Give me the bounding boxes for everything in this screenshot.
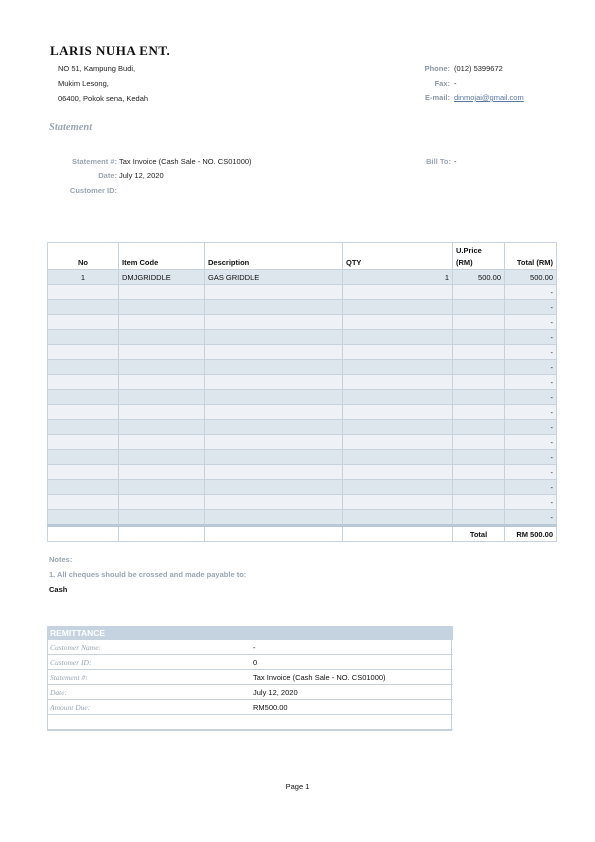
- cell-no: [48, 435, 119, 450]
- table-row: [48, 330, 557, 345]
- phone-value: (012) 5399672: [454, 64, 503, 73]
- col-header-no: No: [48, 255, 119, 270]
- cell-qty: [343, 495, 453, 510]
- cell-total: -: [505, 375, 557, 390]
- cell-item-code: DMJGRIDDLE: [119, 270, 205, 285]
- cell-description: [205, 450, 343, 465]
- cell-item-code: [119, 465, 205, 480]
- cell-total: -: [505, 330, 557, 345]
- cell-no: [48, 465, 119, 480]
- cell-price: [453, 315, 505, 330]
- cell-price: [453, 285, 505, 300]
- col-header-total: Total (RM): [505, 255, 557, 270]
- cell-total: -: [505, 345, 557, 360]
- remittance-label: [47, 715, 250, 730]
- company-address-line-1: NO 51, Kampung Budi,: [58, 64, 136, 73]
- cell-price: [453, 480, 505, 495]
- cell-qty: [343, 330, 453, 345]
- cell-no: [48, 495, 119, 510]
- cell-no: [48, 420, 119, 435]
- cell-price: [453, 360, 505, 375]
- table-row: [48, 390, 557, 405]
- cell-no: [48, 285, 119, 300]
- company-address-line-2: Mukim Lesong,: [58, 79, 109, 88]
- cell-description: [205, 345, 343, 360]
- remittance-label: Amount Due:: [47, 700, 250, 715]
- cell-item-code: [119, 450, 205, 465]
- cell-price: [453, 450, 505, 465]
- cell-description: [205, 510, 343, 526]
- cell-price: [453, 510, 505, 526]
- col-header-price-bottom: (RM): [453, 255, 505, 270]
- remittance-row: [47, 670, 453, 685]
- remittance-value: [250, 715, 453, 730]
- remittance-label: Customer Name:: [47, 640, 250, 655]
- col-header-item-code: Item Code: [119, 255, 205, 270]
- cell-qty: [343, 405, 453, 420]
- cell-item-code: [119, 405, 205, 420]
- note-line-1-value: Cash: [49, 585, 68, 594]
- bill-to-value: -: [454, 157, 457, 166]
- cell-qty: [343, 390, 453, 405]
- cell-total: -: [505, 450, 557, 465]
- cell-description: [205, 330, 343, 345]
- cell-price: [453, 405, 505, 420]
- cell-description: [205, 390, 343, 405]
- table-row: [48, 315, 557, 330]
- remittance-row: [47, 685, 453, 700]
- statement-number-value: Tax Invoice (Cash Sale - NO. CS01000): [119, 157, 252, 166]
- table-row: [48, 270, 557, 285]
- fax-value: -: [454, 79, 457, 88]
- cell-qty: [343, 465, 453, 480]
- cell-description: [205, 480, 343, 495]
- remittance-row: [47, 700, 453, 715]
- cell-total: -: [505, 315, 557, 330]
- cell-description: [205, 300, 343, 315]
- notes-label: Notes:: [49, 555, 73, 564]
- company-address-line-3: 06400, Pokok sena, Kedah: [58, 94, 149, 103]
- table-row: [48, 435, 557, 450]
- statement-title: Statement: [49, 122, 93, 133]
- remittance-label: Date:: [47, 685, 250, 700]
- cell-description: [205, 285, 343, 300]
- cell-no: [48, 345, 119, 360]
- cell-item-code: [119, 345, 205, 360]
- cell-no: [48, 480, 119, 495]
- cell-no: [48, 315, 119, 330]
- table-row: [48, 465, 557, 480]
- cell-item-code: [119, 510, 205, 526]
- cell-no: [48, 405, 119, 420]
- cell-no: [48, 375, 119, 390]
- phone-label: Phone:: [424, 64, 450, 73]
- cell-total: 500.00: [505, 270, 557, 285]
- cell-qty: [343, 315, 453, 330]
- cell-description: [205, 420, 343, 435]
- cell-qty: [343, 510, 453, 526]
- table-row: [48, 360, 557, 375]
- cell-total: -: [505, 390, 557, 405]
- statement-date-label: Date:: [98, 171, 117, 180]
- col-header-price-top: U.Price: [453, 243, 505, 256]
- cell-qty: [343, 360, 453, 375]
- cell-item-code: [119, 480, 205, 495]
- remittance-value: Tax Invoice (Cash Sale - NO. CS01000): [250, 670, 453, 685]
- cell-no: [48, 450, 119, 465]
- cell-total: -: [505, 435, 557, 450]
- cell-qty: [343, 450, 453, 465]
- table-row: [48, 450, 557, 465]
- table-row: [48, 480, 557, 495]
- cell-no: [48, 330, 119, 345]
- remittance-value: July 12, 2020: [250, 685, 453, 700]
- cell-description: GAS GRIDDLE: [205, 270, 343, 285]
- table-row: [48, 375, 557, 390]
- cell-description: [205, 375, 343, 390]
- items-table-header-row-1: [48, 243, 557, 256]
- totals-row: [48, 526, 557, 542]
- table-row: [48, 420, 557, 435]
- total-value: RM 500.00: [505, 526, 557, 542]
- cell-item-code: [119, 360, 205, 375]
- cell-price: [453, 465, 505, 480]
- cell-qty: 1: [343, 270, 453, 285]
- cell-price: [453, 495, 505, 510]
- col-header-qty: QTY: [343, 255, 453, 270]
- page-number: Page 1: [285, 782, 310, 791]
- cell-no: [48, 390, 119, 405]
- cell-total: -: [505, 510, 557, 526]
- cell-description: [205, 435, 343, 450]
- remittance-title: REMITTANCE: [47, 626, 453, 640]
- cell-price: [453, 330, 505, 345]
- cell-description: [205, 360, 343, 375]
- statement-date-value: July 12, 2020: [119, 171, 164, 180]
- cell-description: [205, 405, 343, 420]
- cell-no: [48, 360, 119, 375]
- cell-qty: [343, 435, 453, 450]
- remittance-label: Customer ID:: [47, 655, 250, 670]
- cell-item-code: [119, 285, 205, 300]
- cell-item-code: [119, 300, 205, 315]
- cell-total: -: [505, 480, 557, 495]
- cell-description: [205, 315, 343, 330]
- cell-qty: [343, 285, 453, 300]
- cell-total: -: [505, 285, 557, 300]
- remittance-value: 0: [250, 655, 453, 670]
- remittance-row: [47, 640, 453, 655]
- cell-qty: [343, 300, 453, 315]
- table-row: [48, 510, 557, 526]
- cell-price: [453, 375, 505, 390]
- bill-to-label: Bill To:: [426, 157, 451, 166]
- cell-total: -: [505, 495, 557, 510]
- remittance-value: -: [250, 640, 453, 655]
- cell-item-code: [119, 435, 205, 450]
- cell-item-code: [119, 330, 205, 345]
- cell-total: -: [505, 465, 557, 480]
- remittance-value: RM500.00: [250, 700, 453, 715]
- cell-item-code: [119, 375, 205, 390]
- cell-price: [453, 300, 505, 315]
- email-label: E-mail:: [424, 93, 450, 102]
- cell-qty: [343, 420, 453, 435]
- remittance-row: [47, 715, 453, 730]
- cell-qty: [343, 375, 453, 390]
- items-table-header-row-2: [48, 255, 557, 270]
- table-row: [48, 300, 557, 315]
- cell-description: [205, 465, 343, 480]
- col-header-description: Description: [205, 255, 343, 270]
- cell-total: -: [505, 420, 557, 435]
- cell-no: 1: [48, 270, 119, 285]
- cell-qty: [343, 345, 453, 360]
- email-link[interactable]: dinmojai@gmail.com: [454, 93, 524, 102]
- cell-price: [453, 390, 505, 405]
- cell-total: -: [505, 360, 557, 375]
- table-row: [48, 405, 557, 420]
- cell-item-code: [119, 315, 205, 330]
- cell-price: 500.00: [453, 270, 505, 285]
- cell-total: -: [505, 405, 557, 420]
- cell-item-code: [119, 390, 205, 405]
- items-table: [47, 242, 557, 542]
- remittance-table: [47, 626, 453, 730]
- table-row: [48, 345, 557, 360]
- cell-qty: [343, 480, 453, 495]
- cell-price: [453, 345, 505, 360]
- cell-description: [205, 495, 343, 510]
- cell-total: -: [505, 300, 557, 315]
- remittance-label: Statement #:: [47, 670, 250, 685]
- customer-id-label: Customer ID:: [69, 186, 117, 195]
- cell-no: [48, 300, 119, 315]
- total-label: Total: [453, 526, 505, 542]
- cell-price: [453, 420, 505, 435]
- cell-item-code: [119, 495, 205, 510]
- note-line-1: 1. All cheques should be crossed and made payable to:: [49, 570, 247, 579]
- table-row: [48, 495, 557, 510]
- remittance-row: [47, 655, 453, 670]
- cell-price: [453, 435, 505, 450]
- cell-no: [48, 510, 119, 526]
- cell-item-code: [119, 420, 205, 435]
- company-name: LARIS NUHA ENT.: [50, 43, 171, 58]
- statement-number-label: Statement #:: [71, 157, 117, 166]
- fax-label: Fax:: [434, 79, 450, 88]
- table-row: [48, 285, 557, 300]
